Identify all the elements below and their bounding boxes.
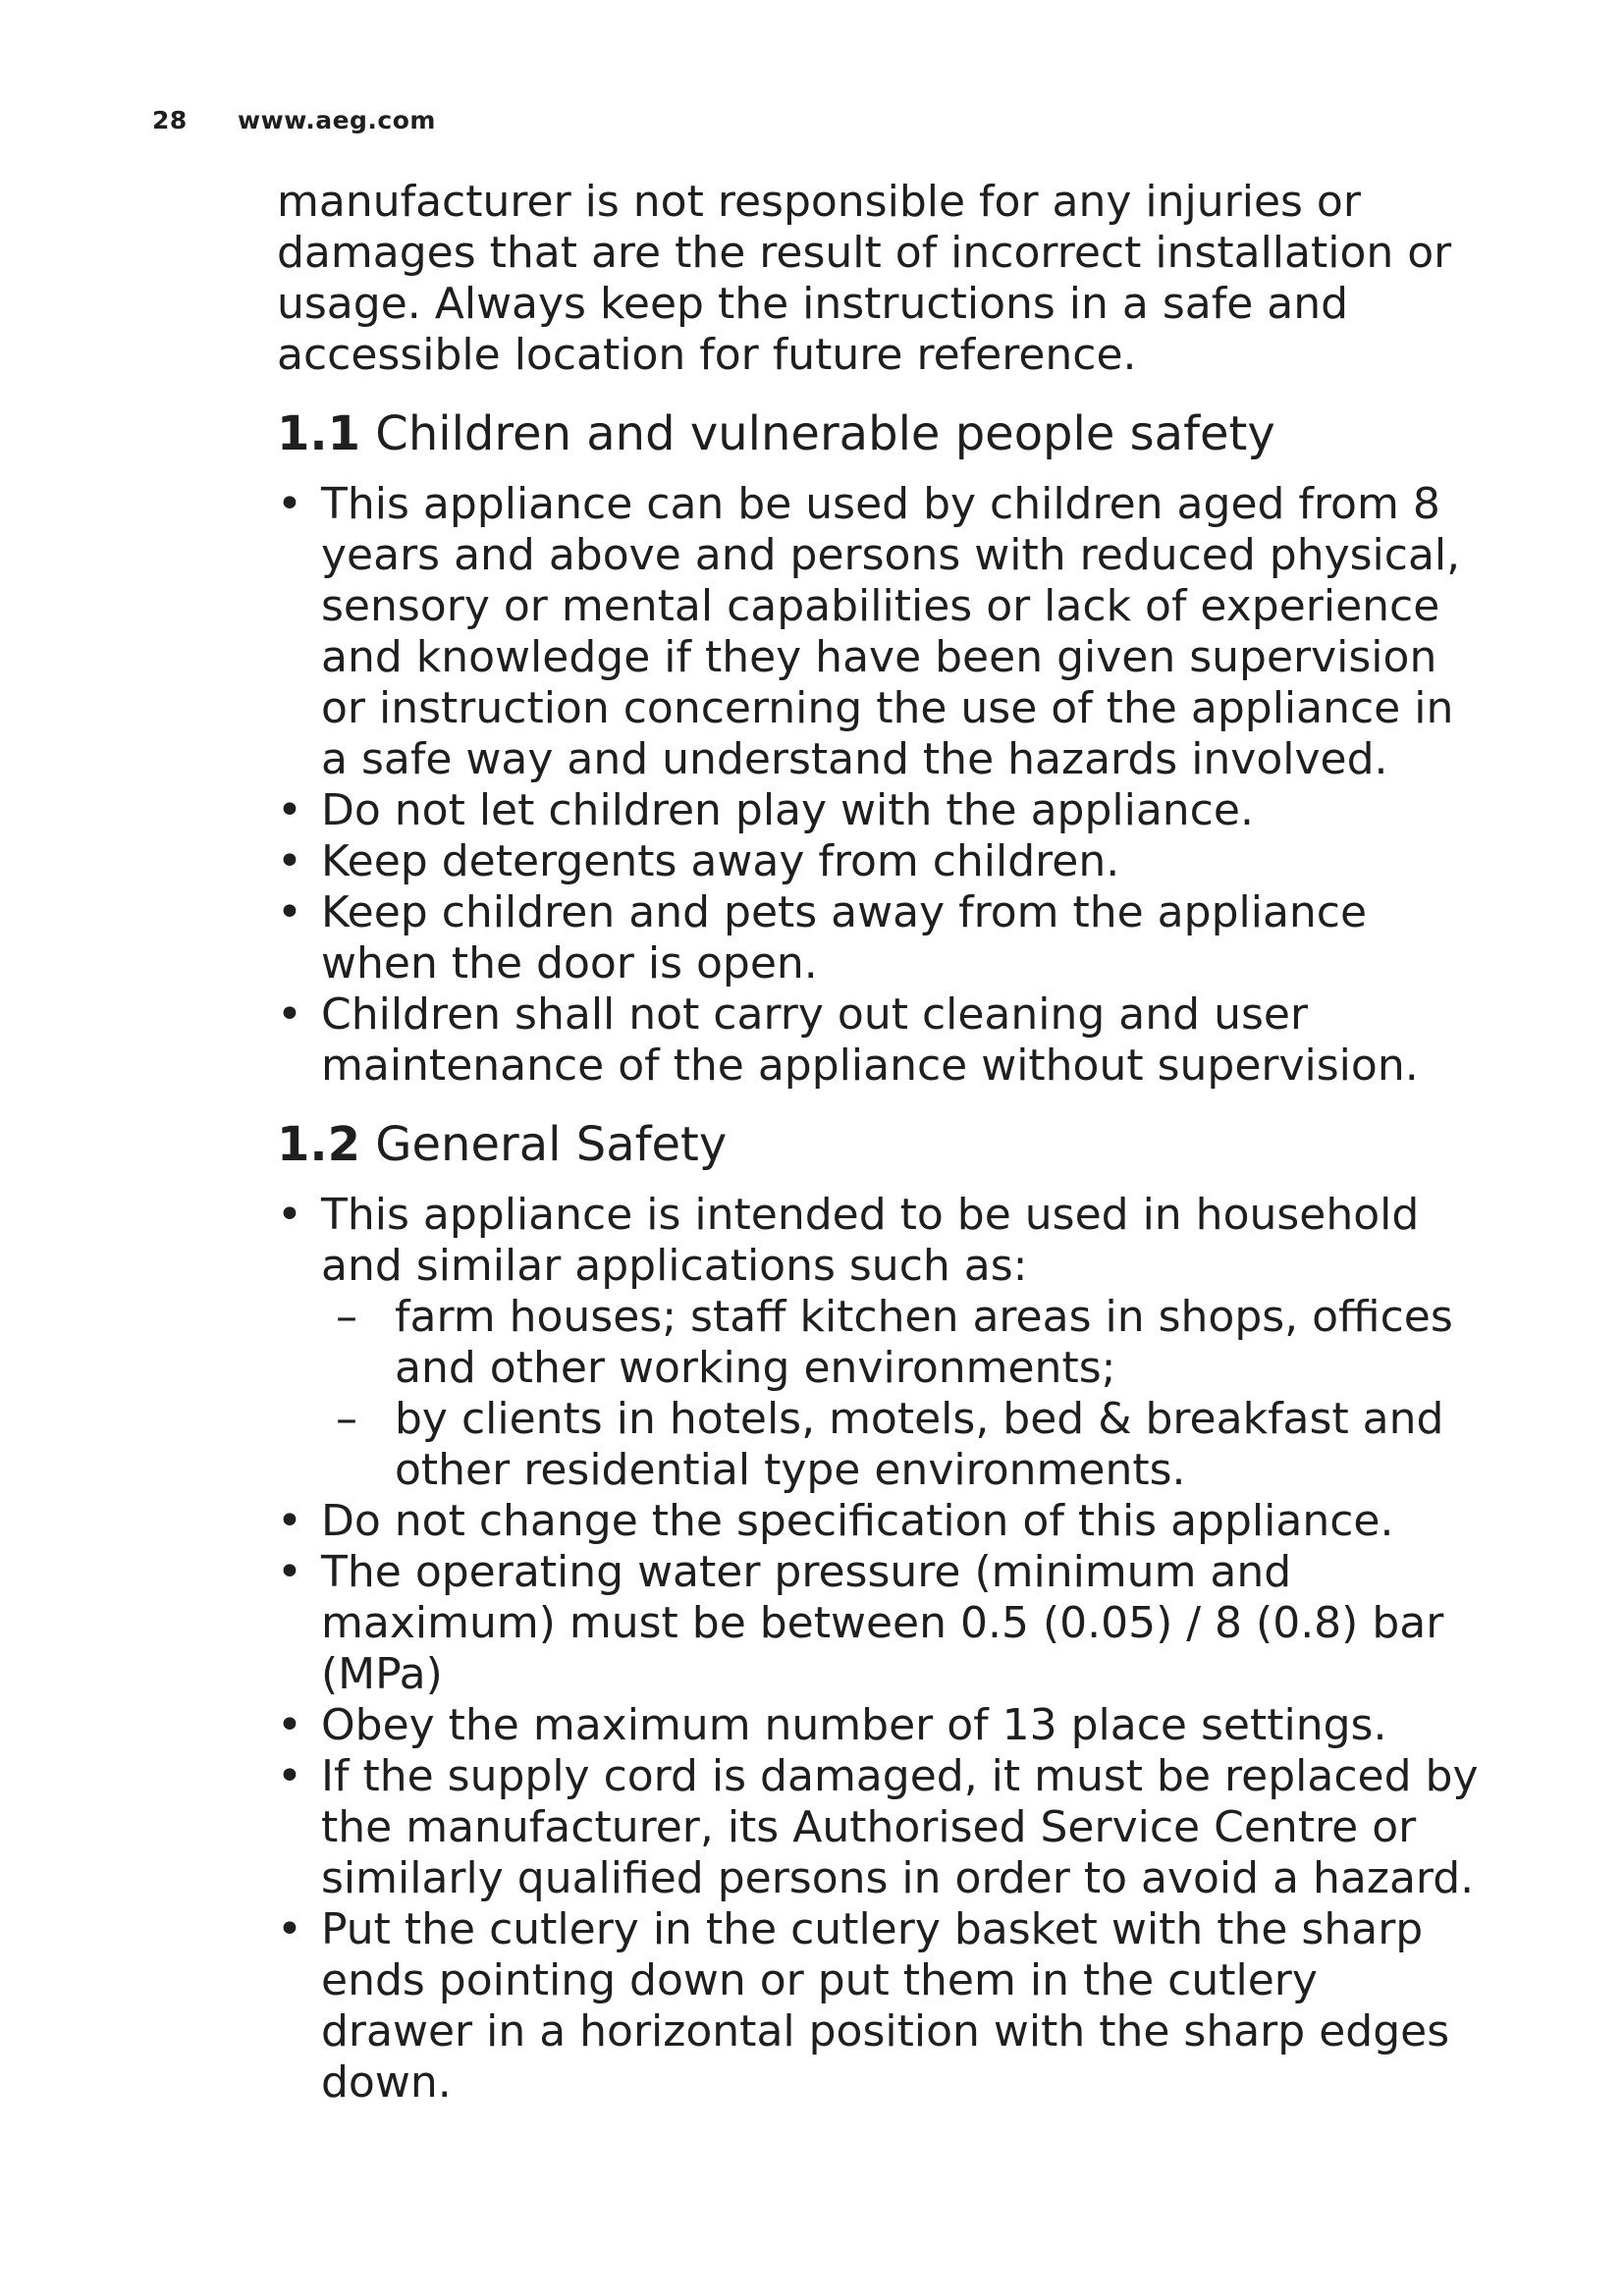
bullet-icon: • — [277, 836, 302, 886]
page-number: 28 — [152, 106, 188, 134]
dash-icon: – — [336, 1394, 357, 1444]
sub-list-item-text: by clients in hotels, motels, bed & breakfast and other residential type environments. — [395, 1394, 1444, 1495]
bullet-icon: • — [277, 887, 302, 937]
bullet-icon: • — [277, 989, 302, 1040]
list-item — [277, 1190, 1480, 1496]
list-item-text: The operating water pressure (minimum and maximum) must be between 0.5 (0.05) / 8 (0.8) bar (MPa) — [321, 1547, 1444, 1699]
bullet-icon: • — [277, 1904, 302, 1954]
bullet-icon: • — [277, 1190, 302, 1240]
section-number: 1.1 — [277, 406, 361, 461]
list-item-text: Keep children and pets away from the appliance when the door is open. — [321, 887, 1368, 988]
list-item — [277, 1751, 1480, 1904]
bullet-icon: • — [277, 1700, 302, 1750]
list-item — [277, 1496, 1480, 1547]
bullet-icon: • — [277, 1751, 302, 1801]
sub-list-item-text: farm houses; staff kitchen areas in shops, offices and other working environments; — [395, 1292, 1453, 1393]
page-content — [277, 177, 1494, 2109]
list-item-text: Obey the maximum number of 13 place settings. — [321, 1700, 1387, 1750]
list-item-text: Put the cutlery in the cutlery basket with the sharp ends pointing down or put them in the cutlery drawer in a horizontal position with the sharp edges down. — [321, 1904, 1450, 2108]
website-url[interactable]: www.aeg.com — [238, 106, 436, 134]
general-safety-list — [277, 1190, 1494, 2109]
list-item-text: Keep detergents away from children. — [321, 836, 1120, 886]
list-item-text: Do not let children play with the appliance. — [321, 785, 1254, 835]
section-heading-general-safety — [277, 1115, 1494, 1174]
list-item-text: Do not change the specification of this appliance. — [321, 1496, 1394, 1546]
children-safety-list — [277, 479, 1494, 1092]
section-number: 1.2 — [277, 1117, 361, 1172]
list-item — [277, 887, 1480, 989]
bullet-icon: • — [277, 479, 302, 529]
bullet-icon: • — [277, 1547, 302, 1597]
list-item — [277, 1904, 1480, 2109]
list-item — [277, 836, 1480, 887]
page-header — [152, 106, 436, 134]
bullet-icon: • — [277, 1496, 302, 1546]
list-item-text: This appliance can be used by children aged from 8 years and above and persons with reduced physical, sensory or mental capabilities or lack of experience and knowledge if they have been given supervision or instruction concerning the use of the appliance in a safe way and understand the hazards involved. — [321, 479, 1461, 784]
section-title: Children and vulnerable people safety — [375, 406, 1275, 461]
sub-list-item — [336, 1394, 1480, 1496]
list-item — [277, 479, 1480, 785]
section-heading-children-safety — [277, 404, 1494, 463]
list-item — [277, 785, 1480, 836]
list-item-text: Children shall not carry out cleaning and user maintenance of the appliance without supervision. — [321, 989, 1419, 1091]
sub-list-item — [336, 1292, 1480, 1394]
sub-list — [321, 1292, 1480, 1496]
list-item — [277, 1547, 1480, 1700]
section-title: General Safety — [375, 1117, 728, 1172]
intro-paragraph: manufacturer is not responsible for any injuries or damages that are the result of incorrect installation or usage. Always keep the instructions in a safe and accessible location for future reference. — [277, 177, 1452, 380]
bullet-icon: • — [277, 785, 302, 835]
dash-icon: – — [336, 1292, 357, 1342]
list-item-text: This appliance is intended to be used in household and similar applications such as: — [321, 1190, 1420, 1291]
list-item-text: If the supply cord is damaged, it must be replaced by the manufacturer, its Authorised Service Centre or similarly qualified persons in order to avoid a hazard. — [321, 1751, 1479, 1903]
list-item — [277, 1700, 1480, 1751]
list-item — [277, 989, 1480, 1092]
